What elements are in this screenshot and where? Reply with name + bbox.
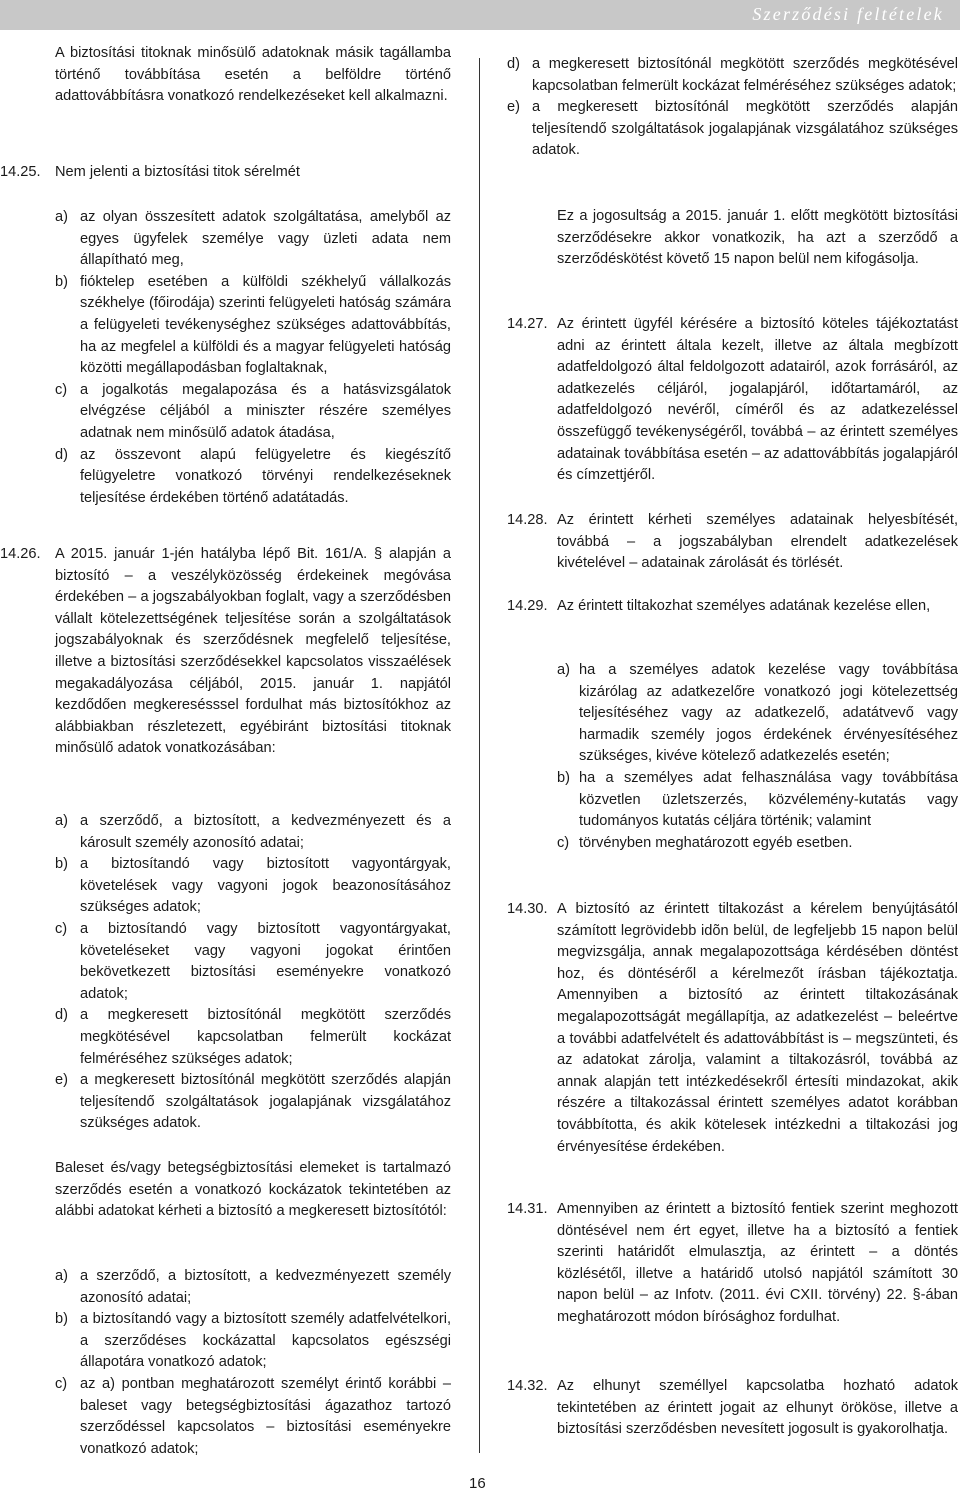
section-text: A 2015. január 1-jén hatályba lépő Bit. 161/A. § alapján a biztosító – a veszélyközösség érdekeinek megóvása érdekében – a jogszabályokban foglalt, vagy a szerződésben vállalt kötelezettségének teljesítése során a szolgáltatások jogszabályoknak és szerződésnek megfelelő teljesítése, illetve a biztosítási szerződésekkel kapcsolatos visszaélések megakadályozása céljából, 2015. január 1. napjától kezdődően megkeresésssel fordulhat más biztosítókhoz az alábbiakban részletezett, egyébiránt biztosítási titoknak minősülő adatok vonatkozásában: (55, 546, 451, 757)
section-number: 14.31. (507, 1201, 548, 1217)
section-14-32 (507, 1376, 958, 1441)
list-item: b) fióktelep esetében a külföldi székhelyű vállalkozás székhelye (főirodája) szerinti felügyeleti hatóság számára a felügyeleti tevékenységhez szükséges adattovábbítás, ha az megfelel a külföldi és a magyar felügyeleti hatóság közötti megállapodásban foglaltaknak, (55, 273, 451, 377)
list-item: a) az olyan összesített adatok szolgáltatása, amelyből az egyes ügyfelek személye vagy üzleti adata nem állapítható meg, (55, 209, 451, 269)
baleset-paragraph: Baleset és/vagy betegségbiztosítási elemeket is tartalmazó szerződés esetén a vonatkozó kockázatok tekintetében az alábbi adatokat kérheti a biztosító a megkeresett biztosítótól: (55, 1160, 451, 1220)
list-item: a) a szerződő, a biztosított, a kedvezményezett személy azonosító adatai; (55, 1268, 451, 1306)
list-item: c) törvényben meghatározott egyéb esetben. (557, 834, 853, 851)
section-number: 14.28. (507, 512, 548, 528)
section-text: Az érintett kérheti személyes adatainak helyesbítését, továbbá – a jogszabályban elrendelt adatkezelések kivételével – adatainak zárolását és törlését. (557, 512, 958, 572)
column-divider (479, 58, 480, 1453)
section-number: 14.30. (507, 901, 548, 917)
section-text: Amennyiben az érintett a biztosító fentiek szerint meghozott döntésével nem ért egyet, illetve ha a biztosító a fentiek szerinti határidőt elmulasztja, az érintett – a döntés közlésétől, illetve a határidő utolsó napjától számított 30 napon belül – az Infotv. (2011. évi CXII. törvény) 22. §-ában meghatározott módon bírósághoz fordulhat. (557, 1201, 958, 1325)
jogosultsag-paragraph: Ez a jogosultság a 2015. január 1. előtt megkötött biztosítási szerződésekre akkor vonatkozik, ha azt a szerződő a szerződéskötést követő 15 napon belül nem kifogásolja. (557, 208, 958, 268)
section-14-27 (507, 314, 958, 487)
list-item: c) a jogalkotás megalapozása és a hatásvizsgálatok elvégzése céljából a miniszter részére személyes adatnak nem minősülő adatok átadása, (55, 381, 451, 441)
section-14-28 (507, 510, 958, 575)
list-item: e) a megkeresett biztosítónál megkötött szerződés alapján teljesítendő szolgáltatások jogalapjának vizsgálatához szükséges adatok. (507, 99, 958, 159)
list-item: c) az a) pontban meghatározott személyt érintő korábbi – baleset vagy betegségbiztosítási ágazathoz tartozó szerződéssel kapcsolatos – biztosítási eseményekre vonatkozó adatok; (55, 1375, 451, 1457)
section-text: Az érintett ügyfél kérésére a biztosító köteles tájékoztatást adni az érintett általa kezelt, illetve az általa megbízott adatfeldolgozó által feldolgozott adatairól, azok forrásáról, az adatkezelés céljáról, jogalapjáról, időtartamáról, az adatfeldolgozó nevéről, címéről és az adatkezeléssel összefüggő tevékenységéről, továbbá – az érintett személyes adatainak továbbítása esetén – az adattovábbítás jogalapjáról és címzettjéről. (557, 316, 958, 484)
list-item: d) a megkeresett biztosítónál megkötött szerződés megkötésével kapcsolatban felmerült kockázat felméréséhez szükséges adatok; (507, 56, 958, 94)
section-number: 14.32. (507, 1378, 548, 1394)
list-item: b) a biztosítandó vagy a biztosított személy adatfelvételkori, a szerződéses kockázattal kapcsolatos egészségi állapotára vonatkozó adatok; (55, 1311, 451, 1371)
list-14-25 (55, 207, 451, 509)
list-14-29 (507, 660, 958, 854)
section-14-25 (0, 162, 451, 184)
list-14-26 (55, 811, 451, 1135)
list-item: d) az összevont alapú felügyeletre és kiegészítő felügyeletre vonatkozó törvényi rendelkezéseknek teljesítése érdekében történő adatátadás. (55, 446, 451, 506)
list-item: c) a biztosítandó vagy biztosított vagyontárgyakat, követeléseket vagy vagyoni jogokat érintően bekövetkezett biztosítási eseményekre vonatkozó adatok; (55, 920, 451, 1002)
list-item: a) a szerződő, a biztosított, a kedvezményezett és a károsult személy azonosító adatai; (55, 813, 451, 851)
section-text: Az érintett tiltakozhat személyes adatának kezelése ellen, (557, 598, 931, 614)
section-number: 14.25. (0, 164, 41, 180)
list-item: b) a biztosítandó vagy biztosított vagyontárgyak, követelések vagy vagyoni jogok beazonosításához szükséges adatok; (55, 856, 451, 916)
list-item: b) ha a személyes adat felhasználása vagy továbbítása közvetlen üzletszerzés, közvélemény-kutatás vagy tudományos kutatás céljára történik; valamint (557, 769, 958, 830)
list-baleset (55, 1266, 451, 1460)
section-number: 14.26. (0, 546, 41, 562)
list-item: d) a megkeresett biztosítónál megkötött szerződés megkötésével kapcsolatban felmerült kockázat felméréséhez szükséges adatok; (55, 1007, 451, 1067)
list-item: a) ha a személyes adatok kezelése vagy továbbítása kizárólag az adatkezelőre vonatkozó jogi kötelezettség teljesítéséhez vagy az adatkezelő, adatátvevő vagy harmadik személy jogos érdekének érvényesítéséhez szükséges, kivéve kötelező adatkezelés esetén; (557, 662, 958, 765)
section-number: 14.29. (507, 598, 548, 614)
section-14-29 (507, 596, 958, 618)
section-14-26 (0, 544, 451, 760)
intro-paragraph: A biztosítási titoknak minősülő adatoknak másik tagállamba történő továbbítása esetén a belföldre történő adattovábbításra vonatkozó rendelkezéseket kell alkalmazni. (55, 45, 451, 105)
header-title: Szerződési feltételek (752, 4, 944, 24)
section-text: A biztosító az érintett tiltakozást a kérelem benyújtásától számított legrövidebb idõn belül, de legfeljebb 15 napon belül megvizsgálja, annak megalapozottsága kérdésében döntést hoz, és döntéséről a kérelmezőt írásban tájékoztatja. Amennyiben a biztosító az érintett tiltakozásának megalapozottságát megállapítja, az adatkezelést – beleértve a további adatfelvételt és adattovábbítást is – megszünteti, és az adatokat zárolja, valamint a tiltakozásról, továbbá az annak alapján tett intézkedésekről értesíti mindazokat, akik részére a tiltakozással érintett személyes adatot korábban továbbította, és akik kötelesek intézkedni a tiltakozási jog érvényesítése érdekében. (557, 901, 958, 1155)
page-header (0, 0, 960, 30)
section-14-30 (507, 899, 958, 1158)
list-item: e) a megkeresett biztosítónál megkötött szerződés alapján teljesítendő szolgáltatások jogalapjának vizsgálatához szükséges adatok. (55, 1072, 451, 1132)
section-text: Az elhunyt személlyel kapcsolatba hozható adatok tekintetében az érintett jogait az elhunyt örököse, illetve a biztosítási szerződésben nevesített jogosult is gyakorolhatja. (557, 1378, 958, 1438)
section-text: Nem jelenti a biztosítási titok sérelmét (55, 164, 300, 180)
section-number: 14.27. (507, 316, 548, 332)
page-number: 16 (469, 1475, 486, 1492)
list-continued-de (507, 54, 958, 162)
section-14-31 (507, 1199, 958, 1329)
